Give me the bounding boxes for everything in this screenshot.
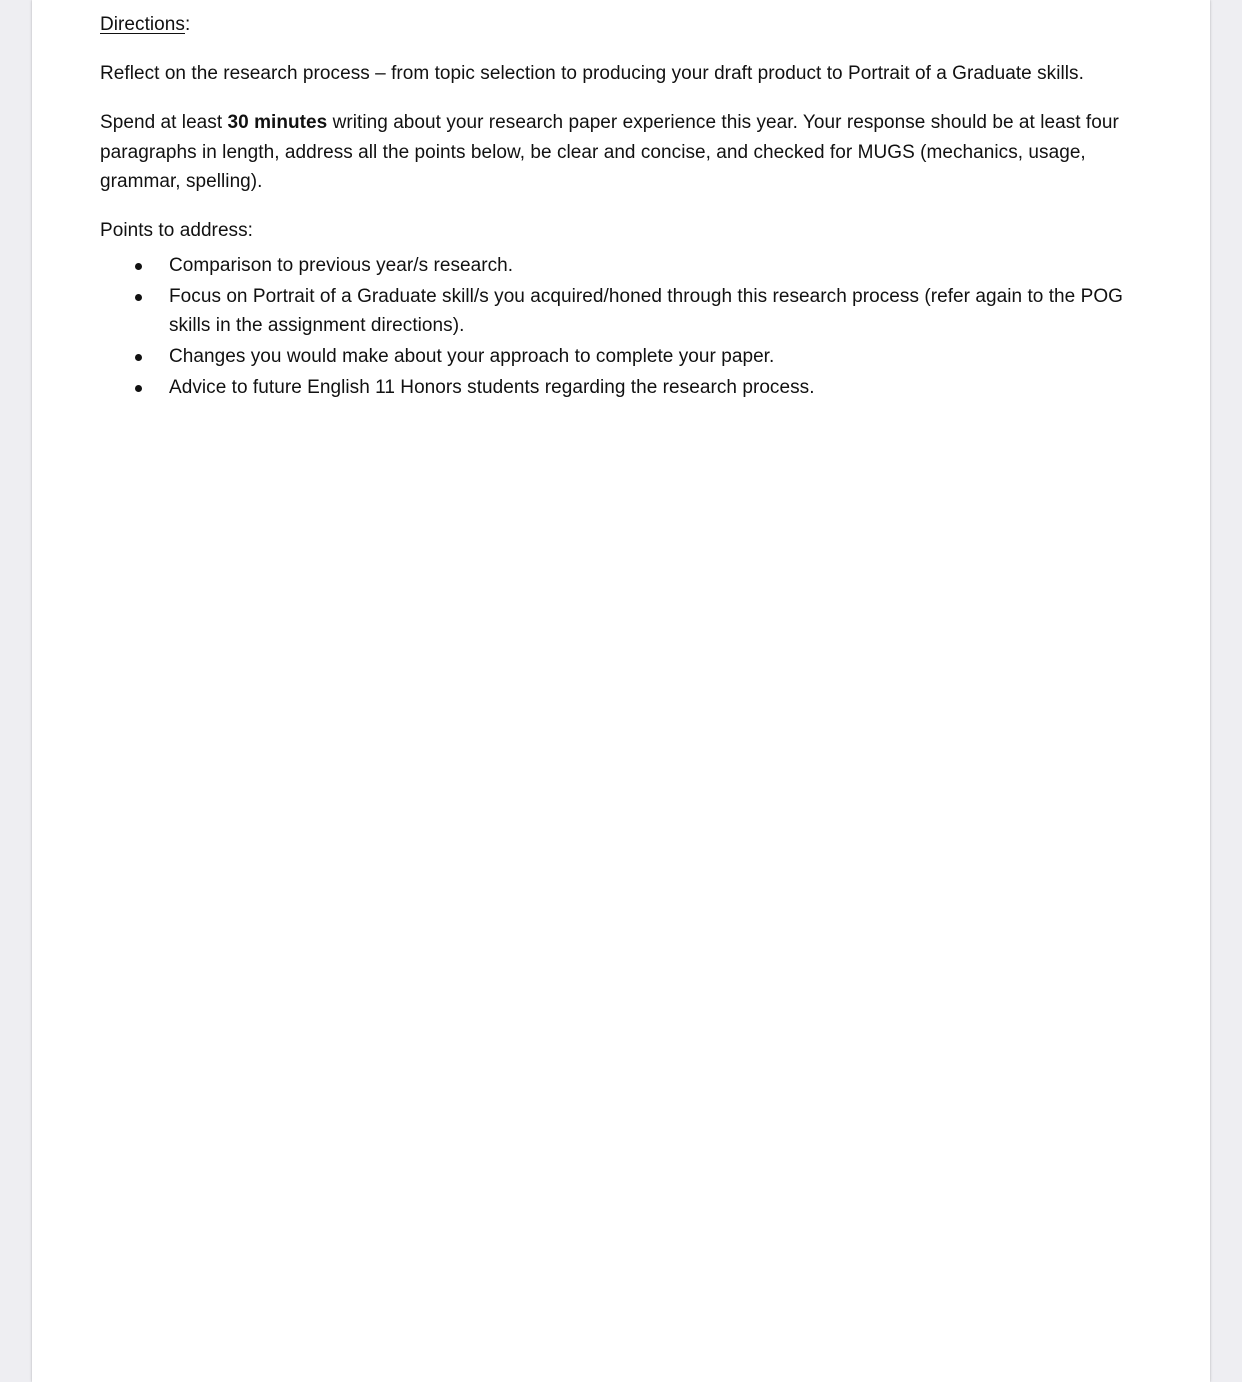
- bullet-icon: [135, 385, 142, 392]
- instructions-text-start: Spend at least: [100, 112, 228, 133]
- intro-paragraph: Reflect on the research process – from topic selection to producing your draft product to Portrait of a Graduate skills.: [100, 63, 1084, 84]
- document-page: [32, 0, 1210, 1382]
- bullet-icon: [135, 294, 142, 301]
- directions-heading-colon: :: [184, 14, 191, 35]
- bullet-icon: [135, 263, 142, 270]
- list-item: [100, 282, 1160, 341]
- list-item: [100, 342, 1160, 372]
- directions-heading-label: Directions: [100, 14, 185, 35]
- instructions-paragraph: [100, 108, 1160, 197]
- bullet-icon: [135, 354, 142, 361]
- list-item-text: Focus on Portrait of a Graduate skill/s you acquired/honed through this research process (refer again to the POG skills in the assignment directions).: [169, 285, 1123, 336]
- list-item: [100, 373, 1160, 403]
- points-list: [100, 251, 1160, 403]
- instructions-text-end: writing about your research paper experience this year. Your response should be at least four paragraphs in length, address all the points below, be clear and concise, and checked for MUGS (mechanics, usage, grammar, spelling).: [100, 112, 1119, 192]
- list-item-text: Advice to future English 11 Honors students regarding the research process.: [169, 377, 815, 398]
- instructions-duration: 30 minutes: [227, 112, 328, 133]
- page-content: [100, 10, 1160, 404]
- list-item-text: Comparison to previous year/s research.: [169, 254, 514, 276]
- list-item-text: Changes you would make about your approach to complete your paper.: [169, 346, 775, 367]
- list-item: [100, 251, 1160, 281]
- points-heading: Points to address:: [100, 219, 253, 241]
- directions-heading: [100, 10, 1160, 39]
